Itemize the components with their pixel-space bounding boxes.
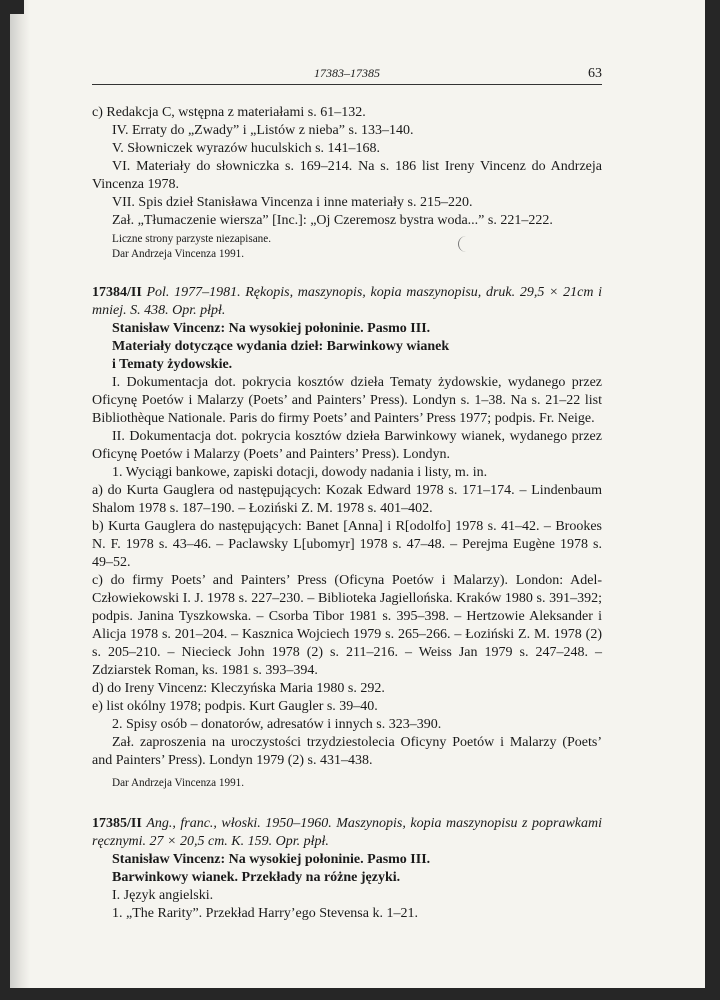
entry-line: Zał. „Tłumaczenie wiersza” [Inc.]: „Oj Czeremosz bystra woda...” s. 221–222.	[112, 213, 553, 228]
entry-title: i Tematy żydowskie.	[112, 357, 233, 372]
entry-paragraph: 1. „The Rarity”. Przekład Harry’ego Stevensa k. 1–21.	[112, 906, 418, 921]
page-header	[92, 66, 602, 85]
entry-paragraph: 2. Spisy osób – donatorów, adresatów i innych s. 323–390.	[112, 717, 442, 732]
entry-title: Stanisław Vincenz: Na wysokiej połoninie. Pasmo III.	[112, 321, 431, 336]
entry-paragraph: d) do Ireny Vincenz: Kleczyńska Maria 1980 s. 292.	[92, 681, 385, 696]
entry-description: Ang., franc., włoski. 1950–1960. Maszynopis, kopia maszynopisu z poprawkami ręcznymi. 27 × 20,5 cm. K. 159. Opr. płpł.	[92, 816, 602, 849]
entry-paragraph: Zał. zaproszenia na uroczystości trzydziestolecia Oficyny Poetów i Malarzy (Poets’ and Painters’ Press). Londyn 1979 (2) s. 431–438.	[92, 735, 602, 768]
entry-line: V. Słowniczek wyrazów huculskich s. 141–168.	[112, 141, 381, 156]
entry-paragraph: II. Dokumentacja dot. pokrycia kosztów dzieła Barwinkowy wianek, wydanego przez Oficynę Poetów i Malarzy (Poets’ and Painters’ Press). Londyn.	[92, 429, 602, 462]
entry-number: 17384/II	[92, 285, 142, 300]
entry-note: Liczne strony parzyste niezapisane.	[112, 233, 272, 245]
entry-description: Pol. 1977–1981. Rękopis, maszynopis, kopia maszynopisu, druk. 29,5 × 21cm i mniej. S. 438. Opr. płpł.	[92, 285, 602, 318]
donor-note: Dar Andrzeja Vincenza 1991.	[112, 777, 245, 789]
entry-number: 17385/II	[92, 816, 142, 831]
page-number: 63	[588, 66, 602, 81]
entry-line: VI. Materiały do słowniczka s. 169–214. Na s. 186 list Ireny Vincenz do Andrzeja Vincenza 1978.	[92, 159, 602, 192]
entry-paragraph: I. Język angielski.	[112, 888, 214, 903]
entry-paragraph: e) list okólny 1978; podpis. Kurt Gaugler s. 39–40.	[92, 699, 378, 714]
entry-line: VII. Spis dzieł Stanisława Vincenza i inne materiały s. 215–220.	[112, 195, 473, 210]
document-page	[10, 0, 705, 988]
entry-paragraph: I. Dokumentacja dot. pokrycia kosztów dzieła Tematy żydowskie, wydanego przez Oficynę Poetów i Malarzy (Poets’ and Painters’ Press). Londyn s. 1–38. Na s. 21–22 list Bibliothèque Nationale. Paris do firmy Poets’ and Painters’ Press 1977; podpis. Fr. Neige.	[92, 375, 602, 426]
entry-line: IV. Erraty do „Zwady” i „Listów z nieba” s. 133–140.	[112, 123, 414, 138]
page-binding-edge	[10, 0, 30, 988]
entry-title: Barwinkowy wianek. Przekłady na różne języki.	[112, 870, 401, 885]
entry-title: Stanisław Vincenz: Na wysokiej połoninie. Pasmo III.	[112, 852, 431, 867]
entry-paragraph: b) Kurta Gauglera do następujących: Banet [Anna] i R[odolfo] 1978 s. 41–42. – Brookes N. F. 1978 s. 43–46. – Paclawsky L[ubomyr] 1978 s. 47–48. – Perejma Eugène 1978 s. 49–52.	[92, 519, 602, 570]
entry-paragraph: c) do firmy Poets’ and Painters’ Press (Oficyna Poetów i Malarzy). London: Adel-Człowiekowski I. J. 1978 s. 227–230. – Biblioteka Jagiellońska. Kraków 1980 s. 391–392; podpis. Janina Tyszkowska. – Csorba Tibor 1981 s. 395–398. – Hertzowie Aleksander i Alicja 1978 s. 201–204. – Kasznica Wojciech 1979 s. 265–266. – Łoziński Z. M. 1978 (2) s. 205–210. – Niecieck John 1978 (2) s. 211–216. – Weiss Jan 1979 s. 247–248. – Zdziarstek Roman, ks. 1981 s. 393–394.	[92, 573, 602, 678]
donor-note: Dar Andrzeja Vincenza 1991.	[112, 248, 245, 260]
catalog-entry-header	[92, 815, 602, 851]
entry-title: Materiały dotyczące wydania dzieł: Barwinkowy wianek	[112, 339, 450, 354]
catalog-entry-header	[92, 284, 602, 320]
entry-paragraph: a) do Kurta Gauglera od następujących: Kozak Edward 1978 s. 171–174. – Lindenbaum Shalom 1978 s. 187–190. – Łoziński Z. M. 1978 s. 401–402.	[92, 483, 602, 516]
entry-line: c) Redakcja C, wstępna z materiałami s. 61–132.	[92, 105, 366, 120]
entry-paragraph: 1. Wyciągi bankowe, zapiski dotacji, dowody nadania i listy, m. in.	[112, 465, 488, 480]
running-head: 17383–17385	[314, 66, 380, 80]
page-content	[92, 104, 602, 923]
